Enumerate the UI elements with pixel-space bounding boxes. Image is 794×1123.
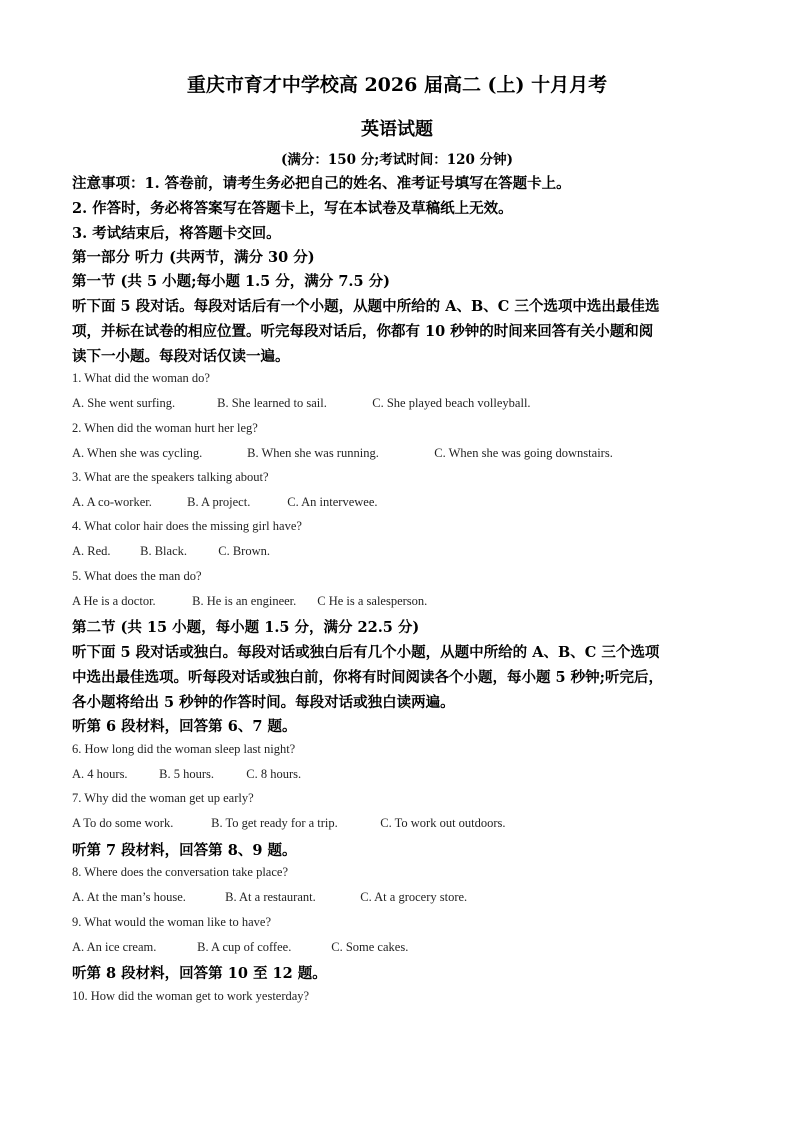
option: C He is a salesperson. [317, 594, 428, 608]
question-text: 9. What would the woman like to have? [72, 915, 272, 929]
option: A. Red. [72, 544, 111, 558]
instruction-line: 听下面 5 段对话。每段对话后有一个小题，从题中所给的 A、B、C 三个选项中选出最佳选 [72, 298, 660, 315]
material-heading: 听第 8 段材料，回答第 10 至 12 题。 [72, 965, 327, 982]
option: A He is a doctor. [72, 594, 156, 608]
option: A. An ice cream. [72, 940, 157, 954]
option: C. When she was going downstairs. [434, 446, 613, 460]
question-text: 2. When did the woman hurt her leg? [72, 421, 258, 435]
instruction-line: 听下面 5 段对话或独白。每段对话或独白后有几个小题，从题中所给的 A、B、C 三个选项 [72, 644, 660, 661]
option: A. A co-worker. [72, 495, 152, 509]
option: C. She played beach volleyball. [372, 396, 531, 410]
options-row [72, 890, 467, 905]
option: B. A project. [187, 495, 251, 509]
option: A. When she was cycling. [72, 446, 203, 460]
option: C. An intervewee. [287, 495, 378, 509]
instruction-line: 中选出最佳选项。听每段对话或独白前，你将有时间阅读各个小题，每小题 5 秒钟;听完后， [72, 669, 664, 686]
option: A. At the man’s house. [72, 890, 186, 904]
note-line: 注意事项：1. 答卷前，请考生务必把自己的姓名、准考证号填写在答题卡上。 [72, 175, 571, 192]
option: B. Black. [140, 544, 187, 558]
question-text: 5. What does the man do? [72, 569, 202, 583]
exam-info: (满分：150 分;考试时间：120 分钟) [280, 152, 514, 168]
question-text: 6. How long did the woman sleep last night? [72, 742, 296, 756]
instruction-line: 项，并标在试卷的相应位置。听完每段对话后，你都有 10 秒钟的时间来回答有关小题和阅 [72, 323, 654, 340]
subject-title: 英语试题 [361, 119, 433, 140]
note-line: 3. 考试结束后，将答题卡交回。 [72, 225, 281, 242]
options-row [72, 594, 427, 609]
part-heading: 第一部分 听力 (共两节，满分 30 分) [72, 249, 315, 266]
option: C. At a grocery store. [360, 890, 468, 904]
options-row [72, 816, 506, 831]
exam-title: 重庆市育才中学校高 2026 届高二 (上) 十月月考 [186, 74, 608, 96]
question-text: 4. What color hair does the missing girl have? [72, 519, 302, 533]
option: A To do some work. [72, 816, 174, 830]
option: A. 4 hours. [72, 767, 128, 781]
instruction-line: 各小题将给出 5 秒钟的作答时间。每段对话或独白读两遍。 [72, 694, 455, 711]
options-row [72, 446, 613, 461]
option: C. Some cakes. [331, 940, 409, 954]
question-text: 8. Where does the conversation take place? [72, 865, 288, 879]
note-line: 2. 作答时，务必将答案写在答题卡上，写在本试卷及草稿纸上无效。 [72, 200, 513, 217]
option: A. She went surfing. [72, 396, 176, 410]
options-row [72, 396, 531, 411]
option: B. A cup of coffee. [197, 940, 292, 954]
option: B. He is an engineer. [192, 594, 297, 608]
option: C. 8 hours. [246, 767, 302, 781]
question-text: 10. How did the woman get to work yesterday? [72, 989, 310, 1003]
question-text: 3. What are the speakers talking about? [72, 470, 269, 484]
option: C. To work out outdoors. [380, 816, 506, 830]
material-heading: 听第 7 段材料，回答第 8、9 题。 [72, 842, 297, 859]
section-heading: 第二节 (共 15 小题，每小题 1.5 分，满分 22.5 分) [72, 619, 420, 636]
material-heading: 听第 6 段材料，回答第 6、7 题。 [72, 718, 297, 735]
options-row [72, 495, 378, 510]
option: B. When she was running. [247, 446, 379, 460]
options-row [72, 767, 301, 782]
options-row [72, 544, 270, 559]
question-text: 7. Why did the woman get up early? [72, 791, 254, 805]
section-heading: 第一节 (共 5 小题;每小题 1.5 分，满分 7.5 分) [72, 273, 390, 290]
option: B. 5 hours. [159, 767, 214, 781]
instruction-line: 读下一小题。每段对话仅读一遍。 [72, 348, 290, 365]
options-row [72, 940, 408, 955]
option: B. She learned to sail. [217, 396, 327, 410]
option: B. At a restaurant. [225, 890, 316, 904]
option: C. Brown. [218, 544, 270, 558]
option: B. To get ready for a trip. [211, 816, 338, 830]
question-text: 1. What did the woman do? [72, 371, 210, 385]
